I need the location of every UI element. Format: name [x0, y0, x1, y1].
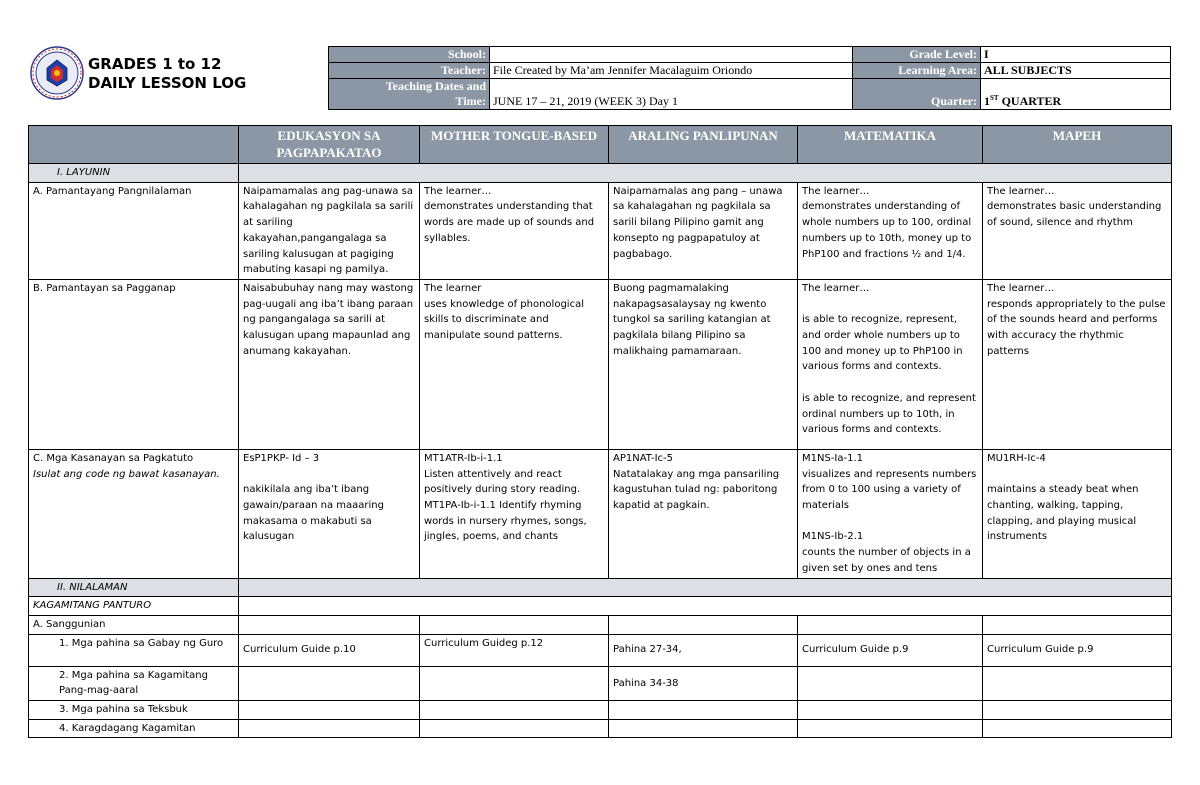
row-label-kagamitang: 2. Mga pahina sa Kagamitang Pang-mag-aaral — [29, 666, 239, 700]
row-label-b: B. Pamantayan sa Pagganap — [29, 279, 239, 449]
row-label-sanggunian: A. Sanggunian — [29, 615, 239, 634]
dates-value: JUNE 17 – 21, 2019 (WEEK 3) Day 1 — [490, 79, 853, 110]
cell-a-esp: Naipamamalas ang pag-unawa sa kahalagahan ng pagkilala sa sarili at sariling kakayahan,pangangalaga sa sariling kalusugan at pagiging mabuting kasapi ng pamilya. — [239, 182, 420, 279]
cell-c-mapeh: MU1RH-Ic-4 maintains a steady beat when chanting, walking, tapping, clapping, and playing musical instruments — [983, 449, 1172, 578]
cell-c-esp: EsP1PKP- Id – 3 nakikilala ang iba’t ibang gawain/paraan na maaaring makasama o makabuti sa kalusugan — [239, 449, 420, 578]
col-header-mtb: MOTHER TONGUE-BASED — [420, 126, 609, 164]
cell-b-ap: Buong pagmamalaking nakapagsasalaysay ng kwento tungkol sa sariling katangian at pagkilala bilang Pilipino sa malikhaing pamamaraan. — [609, 279, 798, 449]
col-header-mapeh: MAPEH — [983, 126, 1172, 164]
cell-a-mtb: The learner… demonstrates understanding that words are made up of sounds and syllables. — [420, 182, 609, 279]
teacher-label: Teacher: — [329, 63, 490, 79]
row-pamantayan-pagganap — [29, 279, 1172, 449]
cell-c-mtb: MT1ATR-Ib-i-1.1 Listen attentively and react positively during story reading. MT1PA-Ib-i-1.1 Identify rhyming words in nursery rhymes, songs, jingles, poems, and chants — [420, 449, 609, 578]
row-kasanayan — [29, 449, 1172, 578]
info-table — [328, 46, 1171, 110]
section-kagamitan: KAGAMITANG PANTURO — [29, 597, 239, 616]
cell-b-math: The learner… is able to recognize, represent, and order whole numbers up to 100 and money up to PhP100 in various forms and contexts. is able to recognize, and represent ordinal numbers up to 10th, in various forms and contexts. — [798, 279, 983, 449]
layunin-row — [29, 164, 1172, 183]
sanggunian-row — [29, 615, 1172, 634]
kagamitan-row — [29, 597, 1172, 616]
quarter-value: 1ST QUARTER — [981, 79, 1171, 110]
cell-b-mtb: The learner uses knowledge of phonological skills to discriminate and manipulate sound patterns. — [420, 279, 609, 449]
row-kagamitang-pang-mag-aaral — [29, 666, 1172, 700]
row-label-c-title: C. Mga Kasanayan sa Pagkatuto — [33, 452, 194, 464]
header-empty-cell — [29, 126, 239, 164]
grade-label: Grade Level: — [853, 47, 981, 63]
col-header-math: MATEMATIKA — [798, 126, 983, 164]
area-label: Learning Area: — [853, 63, 981, 79]
row-label-teksbuk: 3. Mga pahina sa Teksbuk — [29, 701, 239, 720]
dates-label: Teaching Dates and Time: — [329, 79, 490, 110]
cell-r2-mtb — [420, 666, 609, 700]
cell-a-mapeh: The learner… demonstrates basic understanding of sound, silence and rhythm — [983, 182, 1172, 279]
quarter-label: Quarter: — [853, 79, 981, 110]
area-value: ALL SUBJECTS — [981, 63, 1171, 79]
cell-r2-esp — [239, 666, 420, 700]
cell-a-math: The learner… demonstrates understanding of whole numbers up to 100, ordinal numbers up to 10th, money up to PhP100 and fractions ½ and 1/4. — [798, 182, 983, 279]
cell-r2-ap: Pahina 34-38 — [609, 666, 798, 700]
row-pamantayang-pangnilalaman — [29, 182, 1172, 279]
cell-r2-math — [798, 666, 983, 700]
lesson-log-table — [28, 125, 1172, 738]
row-teksbuk — [29, 701, 1172, 720]
row-label-a: A. Pamantayang Pangnilalaman — [29, 182, 239, 279]
cell-r1-math: Curriculum Guide p.9 — [798, 634, 983, 666]
cell-r1-esp: Curriculum Guide p.10 — [239, 634, 420, 666]
section-layunin: I. LAYUNIN — [29, 164, 239, 183]
row-karagdagang-kagamitan — [29, 719, 1172, 738]
cell-r1-mtb: Curriculum Guideg p.12 — [420, 634, 609, 666]
row-label-karagdagang: 4. Karagdagang Kagamitan — [29, 719, 239, 738]
row-gabay-ng-guro — [29, 634, 1172, 666]
grade-value: I — [981, 47, 1171, 63]
cell-a-ap: Naipamamalas ang pang – unawa sa kahalagahan ng pagkilala sa sarili bilang Pilipino gamit ang konsepto ng pagpapatuloy at pagbabago. — [609, 182, 798, 279]
teacher-value: File Created by Ma’am Jennifer Macalaguim Oriondo — [490, 63, 853, 79]
col-header-esp: EDUKASYON SA PAGPAPAKATAO — [239, 126, 420, 164]
section-nilalaman: II. NILALAMAN — [29, 578, 239, 597]
subject-header-row — [29, 126, 1172, 164]
row-label-gabay: 1. Mga pahina sa Gabay ng Guro — [29, 634, 239, 666]
document-title — [88, 55, 246, 93]
cell-c-math: M1NS-Ia-1.1 visualizes and represents numbers from 0 to 100 using a variety of materials M1NS-Ib-2.1 counts the number of objects in a given set by ones and tens — [798, 449, 983, 578]
row-label-c-subtitle: Isulat ang code ng bawat kasanayan. — [33, 468, 220, 480]
row-label-c — [29, 449, 239, 578]
nilalaman-row — [29, 578, 1172, 597]
cell-b-esp: Naisabubuhay nang may wastong pag-uugali ang iba’t ibang paraan ng pangangalaga sa sarili at kalusugan upang mapaunlad ang anumang kakayahan. — [239, 279, 420, 449]
school-value — [490, 47, 853, 63]
cell-b-mapeh: The learner… responds appropriately to the pulse of the sounds heard and performs with accuracy the rhythmic patterns — [983, 279, 1172, 449]
title-line-1: GRADES 1 to 12 — [88, 55, 222, 73]
col-header-ap: ARALING PANLIPUNAN — [609, 126, 798, 164]
school-label: School: — [329, 47, 490, 63]
cell-c-ap: AP1NAT-Ic-5 Natatalakay ang mga pansariling kagustuhan tulad ng: paboritong kapatid at pagkain. — [609, 449, 798, 578]
title-line-2: DAILY LESSON LOG — [88, 74, 247, 92]
cell-r2-mapeh — [983, 666, 1172, 700]
cell-r1-mapeh: Curriculum Guide p.9 — [983, 634, 1172, 666]
deped-seal-logo — [30, 46, 84, 100]
cell-r1-ap: Pahina 27-34, — [609, 634, 798, 666]
